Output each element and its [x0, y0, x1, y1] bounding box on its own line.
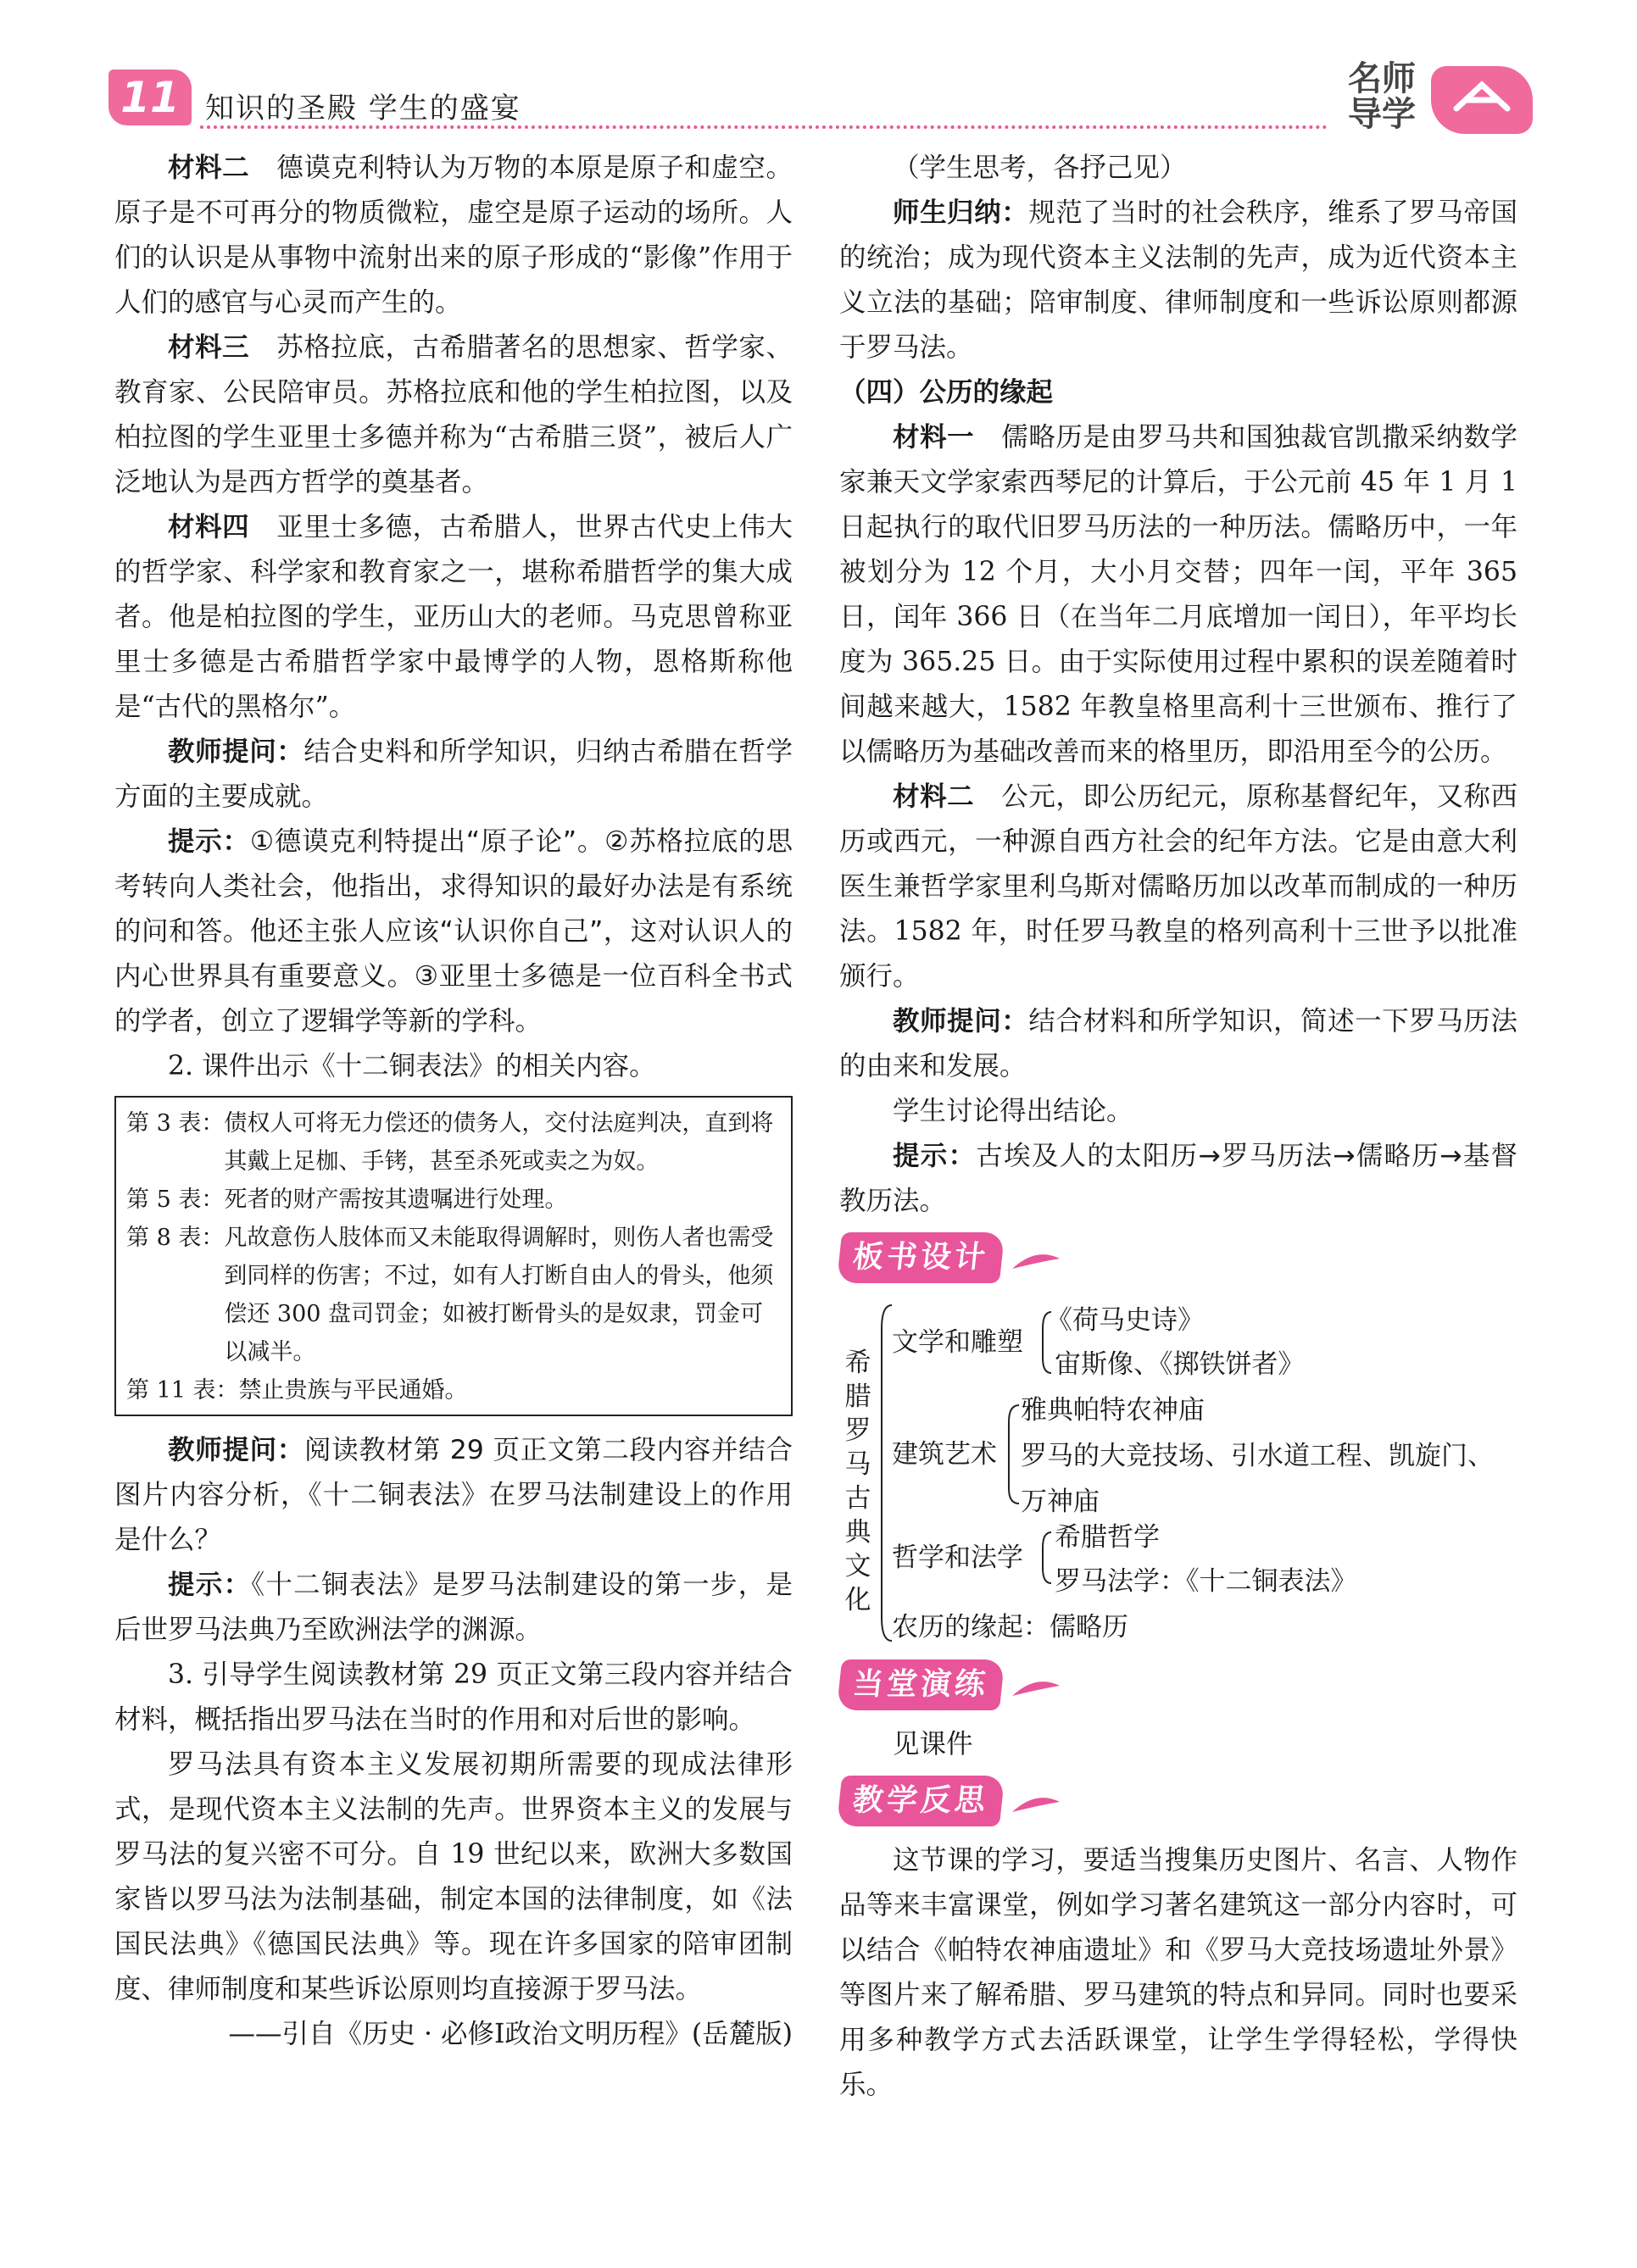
calendar-material-2: 材料二 公元，即公历纪元，原称基督纪年，又称西历或西元，一种源自西方社会的纪年方法。它是由意大利医生兼哲学家里利乌斯对儒略历加以改革而制成的一种历法。1582 年，时任罗马教皇的格列高利十三世予以批准颁行。: [839, 781, 1517, 992]
law-item: 第 5 表： 死者的财产需按其遗嘱进行处理。: [126, 1187, 568, 1213]
board-leaf: 罗马法学：《十二铜表法》: [1055, 1566, 1357, 1597]
board-design: [839, 1295, 1517, 1651]
board-leaf: 希腊哲学: [1055, 1522, 1160, 1553]
teacher-question-3: 教师提问：结合材料和所学知识，简述一下罗马历法的由来和发展。: [839, 1006, 1517, 1081]
law-item: 第 11 表： 禁止贵族与平民通婚。: [126, 1377, 468, 1404]
header-title: 知识的圣殿 学生的盛宴: [205, 92, 521, 125]
board-leaf: 《荷马史诗》: [1046, 1305, 1204, 1336]
hint-1: 提示：①德谟克利特提出“原子论”。②苏格拉底的思考转向人类社会，他指出，求得知识的最好办法是有系统的问和答。他还主张人应该“认识你自己”，这对认识人的内心世界具有重要意义。③亚里士多德是一位百科全书式的学者，创立了逻辑学等新的学科。: [114, 826, 793, 1037]
item-3: 3. 引导学生阅读教材第 29 页正文第三段内容并结合材料，概括指出罗马法在当时的作用和对后世的影响。: [114, 1659, 793, 1735]
hint-2: 提示：《十二铜表法》是罗马法制建设的第一步，是后世罗马法典乃至欧洲法学的渊源。: [114, 1570, 793, 1645]
board-leaf: 罗马的大竞技场、引水道工程、凯旋门、: [1021, 1441, 1494, 1471]
practice-banner: 当堂演练: [839, 1659, 1517, 1715]
left-column: [114, 146, 793, 2057]
practice-text: 见课件: [893, 1729, 973, 1759]
page-header: [0, 0, 1637, 136]
law-item: 第 3 表： 债权人可将无力偿还的债务人，交付法庭判决，直到将其戴上足枷、手铐，甚至杀死或卖之为奴。: [126, 1110, 774, 1175]
material-4: 材料四 亚里士多德，古希腊人，世界古代史上伟大的哲学家、科学家和教育家之一，堪称希腊哲学的集大成者。他是柏拉图的学生，亚历山大的老师。马克思曾称亚里士多德是古希腊哲学家中最博学的人物，恩格斯称他是“古代的黑格尔”。: [114, 512, 793, 722]
board-branch-philosophy-law: 哲学和法学: [892, 1543, 1023, 1573]
reflection-banner: 教学反思: [839, 1776, 1517, 1832]
board-design-banner: 板书设计: [839, 1232, 1517, 1288]
reflection-text: 这节课的学习，要适当搜集历史图片、名言、人物作品等来丰富课堂，例如学习著名建筑这一部分内容时，可以结合《帕特农神庙遗址》和《罗马大竞技场遗址外景》等图片来了解希腊、罗马建筑的特点和异同。同时也要采用多种教学方式去活跃课堂，让学生学得轻松，学得快乐。: [839, 1845, 1517, 2100]
summary: 师生归纳：规范了当时的社会秩序，维系了罗马帝国的统治；成为现代资本主义法制的先声，成为近代资本主义立法的基础；陪审制度、律师制度和一些诉讼原则都源于罗马法。: [839, 197, 1517, 363]
leaf-flourish-icon: [1011, 1670, 1061, 1704]
calendar-material-1: 材料一 儒略历是由罗马共和国独裁官凯撒采纳数学家兼天文学家索西琴尼的计算后，于公元前 45 年 1 月 1 日起执行的取代旧罗马历法的一种历法。儒略历中，一年被划分为 12 个月，大小月交替；四年一闰，平年 365 日，闰年 366 日（在当年二月底增加一闰日），年平均长度为 365.25 日。由于实际使用过程中累积的误差随着时间越来越大，1582 年教皇格里高利十三世颁布、推行了以儒略历为基础改善而来的格里历，即沿用至今的公历。: [839, 422, 1517, 767]
header-divider: [200, 125, 1328, 129]
board-branch-architecture: 建筑艺术: [892, 1439, 997, 1470]
logo-text: 名师导学: [1348, 59, 1416, 134]
right-column: [839, 146, 1517, 2108]
item-2: 2. 课件出示《十二铜表法》的相关内容。: [168, 1051, 656, 1081]
board-leaf: 雅典帕特农神庙: [1021, 1395, 1205, 1426]
law-item: 第 8 表： 凡故意伤人肢体而又未能取得调解时，则伤人者也需受到同样的伤害；不过，如有人打断自由人的骨头，他须偿还 300 盘司罚金；如被打断骨头的是奴隶，罚金可以减半。: [126, 1225, 774, 1365]
leaf-flourish-icon: [1011, 1787, 1061, 1821]
logo-icon: [1431, 66, 1533, 134]
material-3: 材料三 苏格拉底，古希腊著名的思想家、哲学家、教育家、公民陪审员。苏格拉底和他的学生柏拉图，以及柏拉图的学生亚里士多德并称为“古希腊三贤”，被后人广泛地认为是西方哲学的奠基者。: [114, 332, 793, 498]
teacher-question-1: 教师提问：结合史料和所学知识，归纳古希腊在哲学方面的主要成就。: [114, 737, 793, 812]
leaf-flourish-icon: [1011, 1243, 1061, 1277]
board-leaf: 万神庙: [1021, 1487, 1100, 1517]
student-think: （学生思考，各抒己见）: [893, 153, 1187, 183]
board-branch-calendar: 农历的缘起：儒略历: [892, 1612, 1128, 1643]
board-branch-literature: 文学和雕塑: [892, 1327, 1023, 1358]
section-4-heading: （四）公历的缘起: [839, 377, 1054, 408]
hint-3: 提示：古埃及人的太阳历→罗马历法→儒略历→基督教历法。: [839, 1141, 1517, 1216]
board-vertical-title: 希腊罗马古典文化: [844, 1348, 871, 1615]
teacher-question-2: 教师提问：阅读教材第 29 页正文第二段内容并结合图片内容分析，《十二铜表法》在罗马法制建设上的作用是什么？: [114, 1435, 793, 1555]
student-discuss: 学生讨论得出结论。: [893, 1096, 1133, 1126]
material-2: 材料二 德谟克利特认为万物的本原是原子和虚空。原子是不可再分的物质微粒，虚空是原子运动的场所。人们的认识是从事物中流射出来的原子形成的“影像”作用于人们的感官与心灵而产生的。: [114, 153, 793, 318]
page-number: 11: [109, 69, 192, 125]
board-leaf: 宙斯像、《掷铁饼者》: [1055, 1349, 1305, 1380]
roman-law-quote: 罗马法具有资本主义发展初期所需要的现成法律形式，是现代资本主义法制的先声。世界资本主义的发展与罗马法的复兴密不可分。自 19 世纪以来，欧洲大多数国家皆以罗马法为法制基础，制定本国的法律制度，如《法国民法典》《德国民法典》等。现在许多国家的陪审团制度、律师制度和某些诉讼原则均直接源于罗马法。: [114, 1749, 793, 2004]
twelve-tables-box: [114, 1096, 793, 1416]
quote-source: ——引自《历史 · 必修Ⅰ政治文明历程》(岳麓版): [228, 2019, 793, 2049]
